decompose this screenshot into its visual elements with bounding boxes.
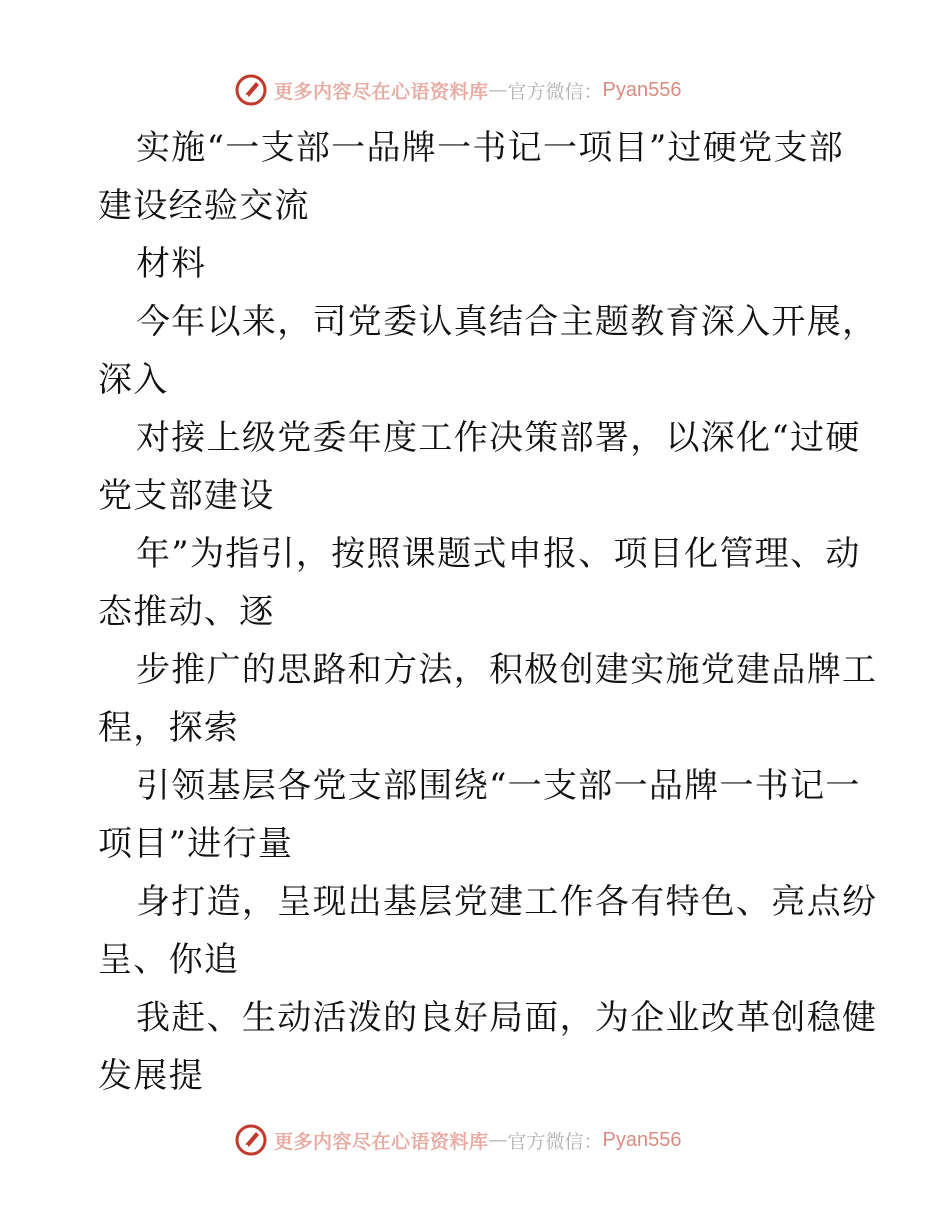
paragraph-line: 引领基层各党支部围绕“一支部一品牌一书记一 [136, 766, 861, 806]
header-watermark [234, 72, 682, 108]
title-line-3: 材料 [136, 244, 207, 284]
paragraph-line: 深入 [98, 360, 169, 400]
paragraph-line: 党支部建设 [98, 476, 275, 516]
brand-logo-icon [234, 73, 268, 107]
footer-watermark [234, 1122, 682, 1158]
paragraph-line: 年”为指引，按照课题式申报、项目化管理、动 [136, 534, 861, 574]
paragraph-line: 项目”进行量 [98, 824, 294, 864]
document-body [98, 119, 878, 1105]
paragraph-line: 身打造，呈现出基层党建工作各有特色、亮点纷 [136, 882, 878, 922]
watermark-wechat-id: Pyan556 [602, 1128, 682, 1151]
paragraph-line: 呈、你追 [98, 940, 240, 980]
title-line-2: 建设经验交流 [98, 186, 310, 226]
watermark-wechat-id: Pyan556 [602, 78, 682, 101]
watermark-text: 更多内容尽在心语资料库 [274, 1130, 489, 1153]
watermark-text: 更多内容尽在心语资料库 [274, 80, 489, 103]
paragraph-line: 今年以来，司党委认真结合主题教育深入开展， [136, 302, 878, 342]
paragraph-line: 程，探索 [98, 708, 240, 748]
paragraph-line: 发展提 [98, 1056, 204, 1096]
watermark-wechat-label: 官方微信： [507, 1130, 603, 1153]
paragraph-line: 态推动、逐 [98, 592, 275, 632]
brand-logo-icon [234, 1123, 268, 1157]
paragraph-line: 步推广的思路和方法，积极创建实施党建品牌工 [136, 650, 878, 690]
watermark-wechat-label: 官方微信： [507, 80, 603, 103]
paragraph-line: 我赶、生动活泼的良好局面，为企业改革创稳健 [136, 998, 878, 1038]
title-line-1: 实施“一支部一品牌一书记一项目”过硬党支部 [136, 128, 845, 168]
watermark-dash: — [488, 1129, 508, 1151]
paragraph-line: 对接上级党委年度工作决策部署，以深化“过硬 [136, 418, 861, 458]
watermark-dash: — [488, 79, 508, 101]
